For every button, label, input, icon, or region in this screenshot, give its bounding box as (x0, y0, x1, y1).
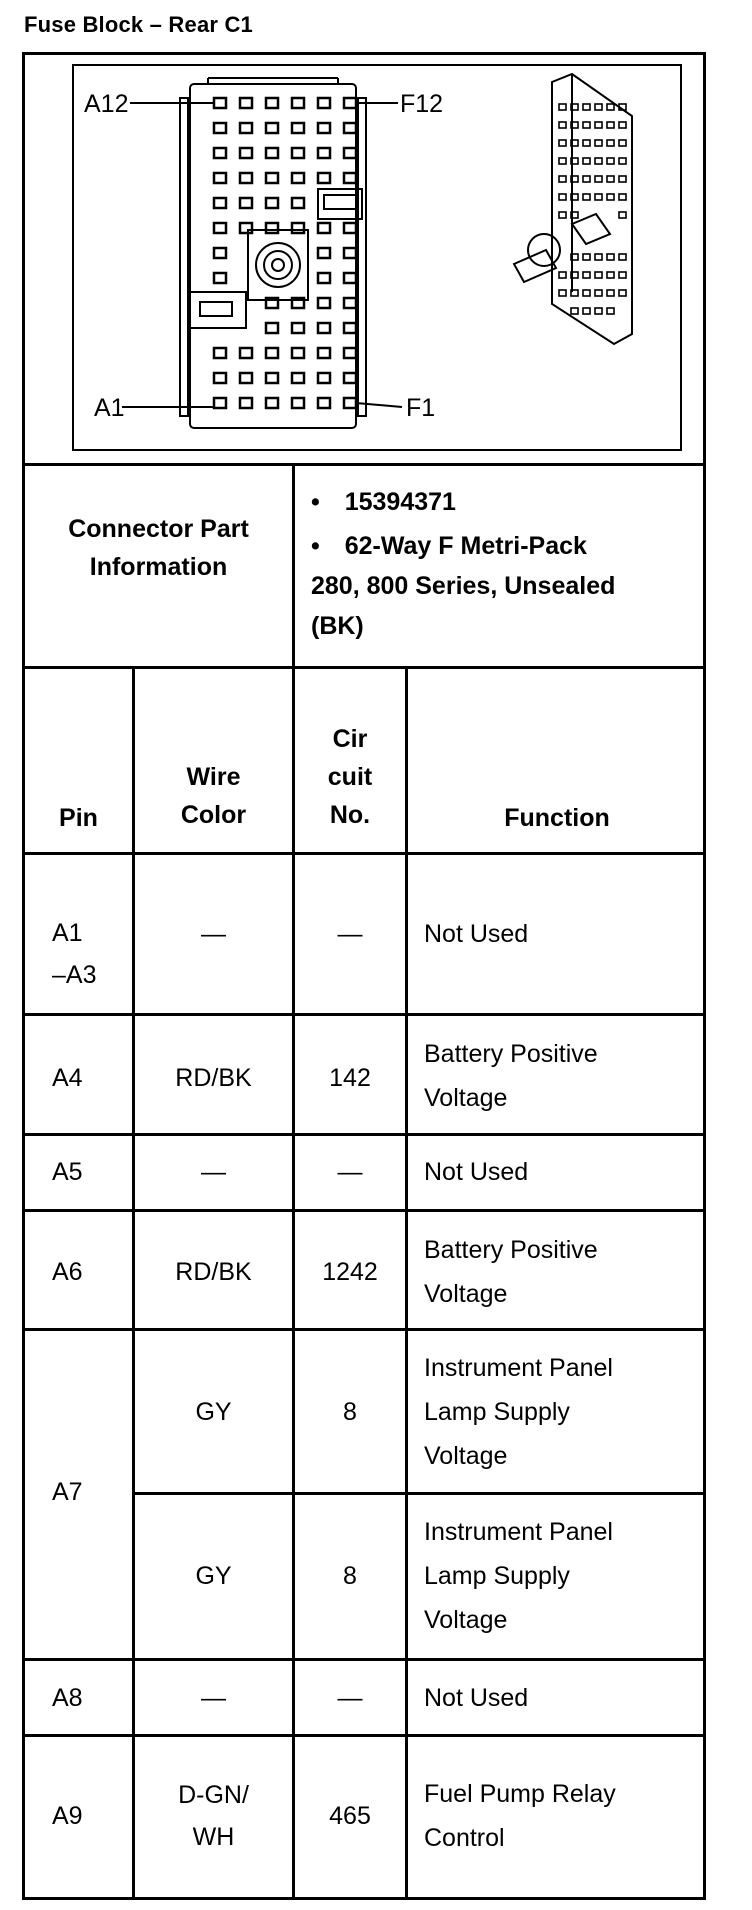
part-number-bullet (311, 488, 456, 517)
connector-color: (BK) (311, 612, 364, 640)
part-number: 15394371 (344, 488, 456, 516)
column-header-circuit-line2: cuit (327, 763, 373, 791)
divider (132, 1492, 706, 1495)
divider (22, 1133, 706, 1136)
column-header-wire-color (135, 758, 292, 834)
table-row-pin: A6 (52, 1258, 83, 1286)
connector-iso-view (514, 74, 632, 344)
table-row-function: Not Used (424, 1684, 529, 1712)
table-row-function (424, 1346, 694, 1478)
table-row-pin: A9 (52, 1802, 83, 1830)
connector-info-header-line1: Connector Part (68, 515, 249, 543)
table-row-color: GY (195, 1398, 232, 1426)
bullet-icon: • (311, 532, 320, 560)
table-row-circuit: — (337, 920, 363, 948)
column-header-circuit (295, 720, 405, 834)
function-line3: Voltage (424, 1442, 508, 1470)
table-row-color: RD/BK (175, 1064, 252, 1092)
function-line1: Battery Positive (424, 1040, 598, 1068)
connector-type-bullet (311, 532, 587, 561)
table-row-circuit: 1242 (322, 1258, 378, 1286)
pin-label-a12: A12 (84, 90, 129, 118)
table-row-circuit: 8 (343, 1398, 357, 1426)
pin-label-a1: A1 (94, 394, 125, 422)
function-line2: Voltage (424, 1084, 508, 1112)
divider (22, 1658, 706, 1661)
pin-label-f1: F1 (406, 394, 436, 422)
divider (22, 1013, 706, 1016)
column-header-circuit-line1: Cir (332, 725, 368, 753)
function-line3: Voltage (424, 1606, 508, 1634)
table-row-pin: A5 (52, 1158, 83, 1186)
color-line1: D-GN/ (178, 1781, 249, 1809)
divider (22, 1209, 706, 1212)
divider (22, 1734, 706, 1737)
table-row-color: RD/BK (175, 1258, 252, 1286)
divider (292, 466, 295, 666)
function-line1: Instrument Panel (424, 1354, 613, 1382)
table-row-function: Not Used (424, 920, 529, 948)
pin-label-f12: F12 (400, 90, 444, 118)
column-header-pin-label: Pin (59, 804, 98, 832)
column-header-pin (25, 796, 132, 840)
column-header-wire-line2: Color (180, 801, 247, 829)
column-header-wire-line1: Wire (186, 763, 241, 791)
table-row-circuit: 8 (343, 1562, 357, 1590)
table-row-color: — (201, 920, 226, 948)
divider (22, 1328, 706, 1331)
function-line1: Instrument Panel (424, 1518, 613, 1546)
table-row-function (424, 1032, 694, 1120)
table-row-pin (52, 912, 132, 996)
pin-line2: –A3 (52, 961, 97, 989)
function-line1: Battery Positive (424, 1236, 598, 1264)
figure-divider (22, 463, 706, 466)
table-row-function (424, 1772, 694, 1860)
table-row-pin: A7 (52, 1478, 83, 1506)
pin-line1: A1 (52, 919, 83, 947)
table-row-pin: A8 (52, 1684, 83, 1712)
connector-info-header-line2: Information (89, 553, 228, 581)
column-header-function (408, 796, 706, 840)
function-line2: Lamp Supply (424, 1398, 570, 1426)
color-line2: WH (192, 1823, 235, 1851)
pin-leader-lines (122, 103, 402, 407)
table-row-pin: A4 (52, 1064, 83, 1092)
table-row-circuit: 465 (329, 1802, 371, 1830)
function-line2: Voltage (424, 1280, 508, 1308)
connector-type: 62-Way F Metri-Pack (344, 532, 587, 560)
column-header-circuit-line3: No. (329, 801, 371, 829)
connector-diagram (72, 64, 682, 451)
column-header-function-label: Function (504, 804, 610, 832)
table-row-circuit: 142 (329, 1064, 371, 1092)
connector-series: 280, 800 Series, Unsealed (311, 572, 616, 600)
table-row-circuit: — (337, 1158, 363, 1186)
table-row-function (424, 1510, 694, 1642)
function-line2: Control (424, 1824, 505, 1852)
function-line1: Fuel Pump Relay (424, 1780, 616, 1808)
connector-info-header (25, 510, 292, 586)
table-row-color: GY (195, 1562, 232, 1590)
page-title: Fuse Block – Rear C1 (24, 12, 253, 37)
connector-face-drawing (180, 78, 366, 428)
table-row-color: — (201, 1684, 226, 1712)
bullet-icon: • (311, 488, 320, 516)
table-row-color: — (201, 1158, 226, 1186)
function-line2: Lamp Supply (424, 1562, 570, 1590)
table-row-circuit: — (337, 1684, 363, 1712)
table-row-color (135, 1774, 292, 1858)
table-row-function: Not Used (424, 1158, 529, 1186)
table-row-function (424, 1228, 694, 1316)
divider (22, 852, 706, 855)
divider (22, 666, 706, 669)
